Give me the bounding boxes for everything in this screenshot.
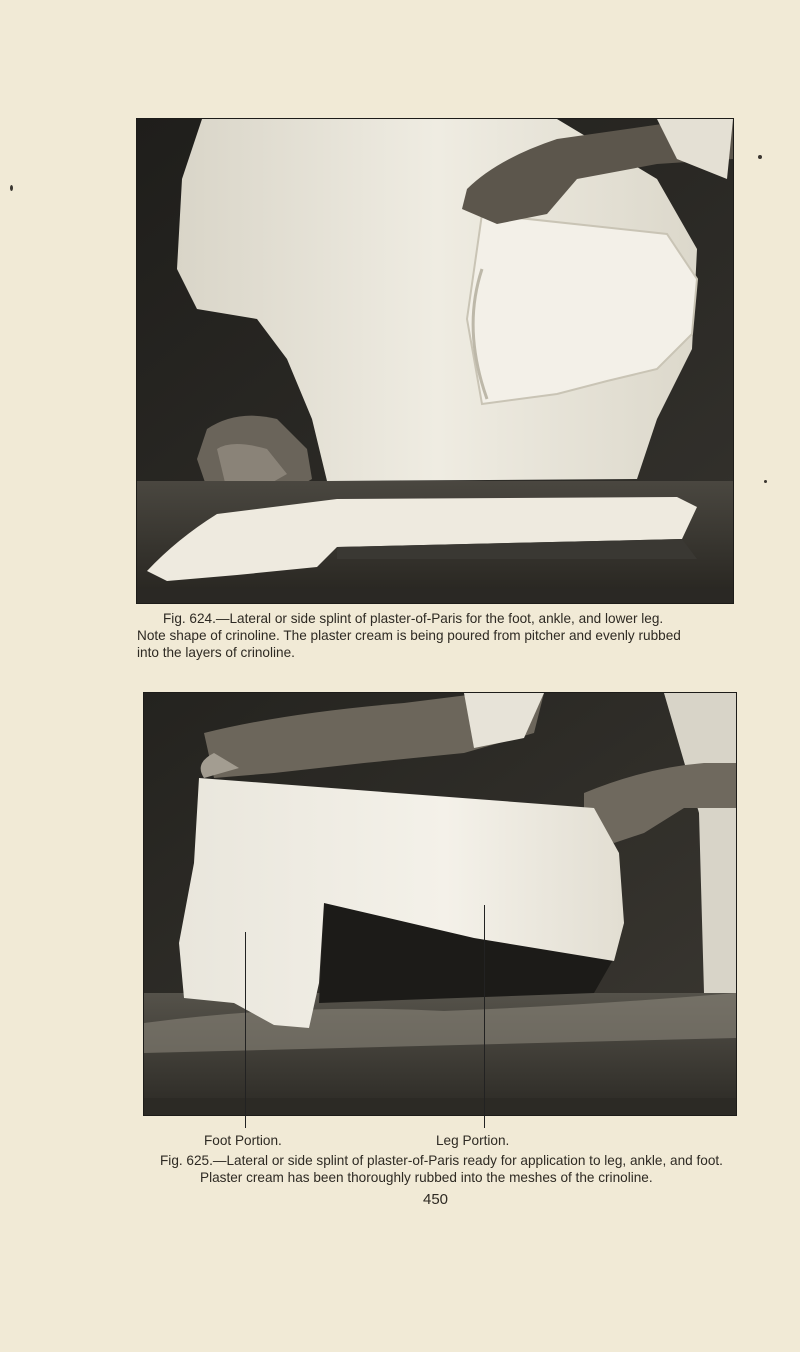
- figure-625-photo: [143, 692, 737, 1116]
- leg-portion-pointer: [484, 905, 485, 1128]
- foot-portion-label: Foot Portion.: [204, 1133, 282, 1148]
- caption-line: Plaster cream has been thoroughly rubbed into the meshes of the crinoline.: [200, 1170, 653, 1185]
- caption-line: Fig. 625.—Lateral or side splint of plaster-of-Paris ready for application to leg, ankle, and foot.: [160, 1153, 723, 1168]
- print-speck: [10, 185, 13, 191]
- page-number: 450: [423, 1191, 449, 1208]
- leg-portion-label: Leg Portion.: [436, 1133, 510, 1148]
- print-speck: [758, 155, 762, 159]
- caption-line: into the layers of crinoline.: [137, 645, 295, 660]
- figure-625-image: [144, 693, 736, 1115]
- foot-portion-pointer: [245, 932, 246, 1128]
- print-speck: [764, 480, 767, 483]
- caption-line: Fig. 624.—Lateral or side splint of plaster-of-Paris for the foot, ankle, and lower leg.: [163, 611, 664, 626]
- figure-625-caption: [160, 1152, 760, 1186]
- caption-line: Note shape of crinoline. The plaster cream is being poured from pitcher and evenly rubbed: [137, 628, 681, 643]
- figure-624-photo: [136, 118, 734, 604]
- figure-624-caption: [137, 610, 737, 661]
- figure-624-image: [137, 119, 733, 603]
